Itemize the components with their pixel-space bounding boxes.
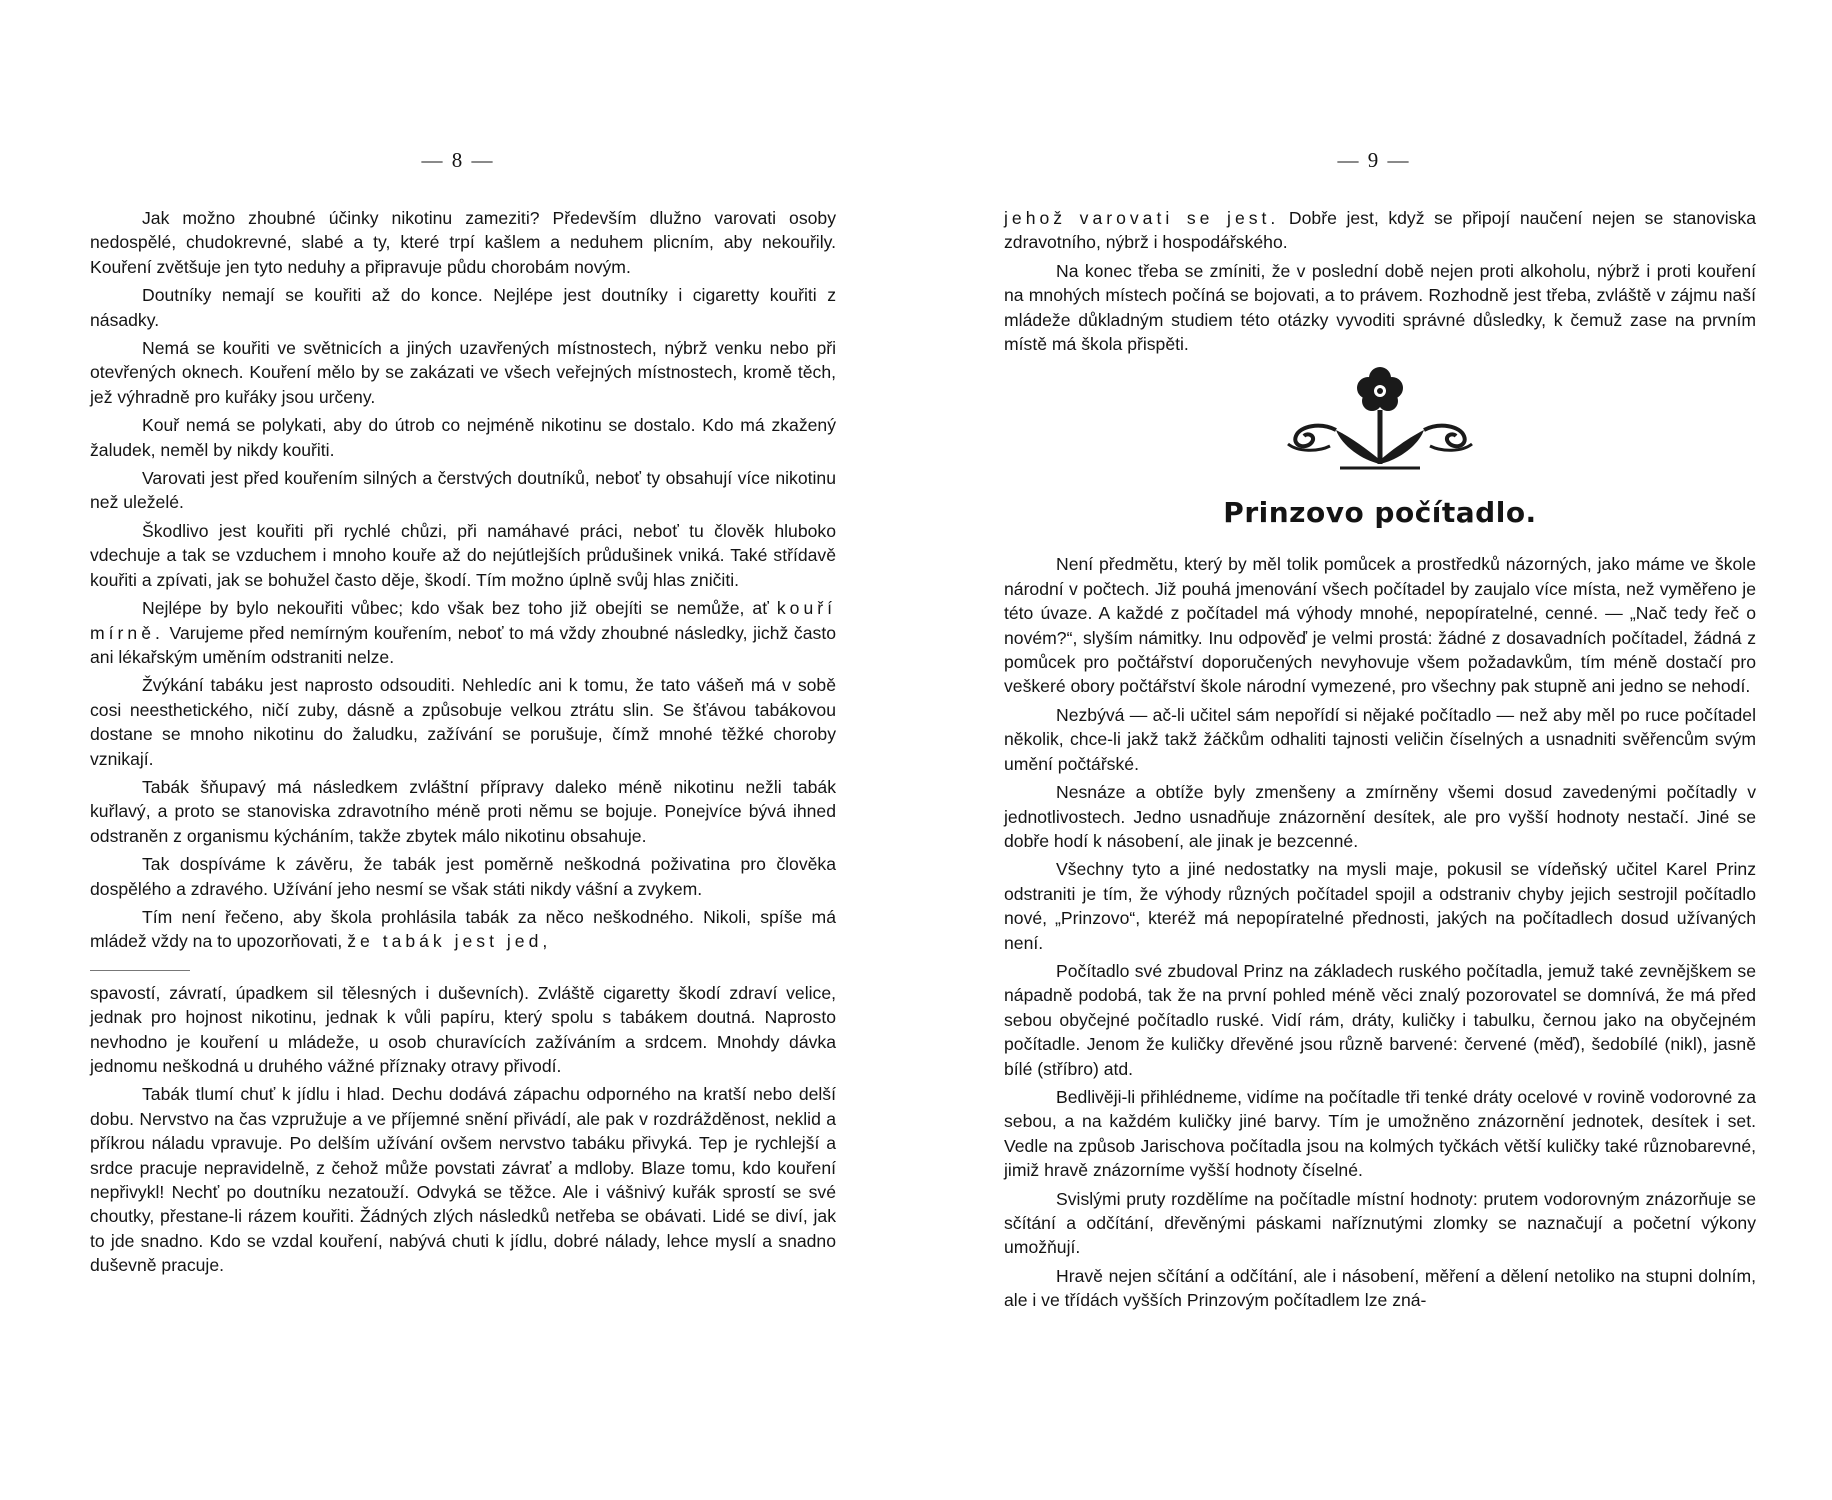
- paragraph: Počítadlo své zbudoval Prinz na základech ruského počítadla, jemuž také zevnějškem se nápadně podobá, tak že na první pohled méně věci znalý pozorovatel se domnívá, že má před sebou obyčejné počítadlo ruské. Vidí rám, dráty, kuličky i tabulku, černou jako na obyčejném počítadle. Jenom že kuličky dřevěné jsou různě barvené: červené (měď), šedobílé (nikl), jasně bílé (stříbro) atd.: [1004, 960, 1756, 1079]
- paragraph-nejlepe: [90, 596, 836, 669]
- paragraph: Jak možno zhoubné účinky nikotinu zameziti? Především dlužno varovati osoby nedospělé, chudokrevné, slabé a ty, které trpí kašlem a neduhem plicním, aby nekouřily. Kouření zvětšuje jen tyto neduhy a připravuje půdu chorobám novým.: [90, 208, 836, 277]
- paragraph-text: Dobře jest, když se připojí naučení nejen se stanoviska zdravotního, nýbrž i hospodářského.: [1004, 208, 1756, 253]
- paragraph: Nemá se kouřiti ve světnicích a jiných uzavřených místnostech, nýbrž venku nebo při otevřených oknech. Kouření mělo by se zakázati ve všech veřejných místnostech, kromě těch, jež výhradně pro kuřáky jsou určeny.: [90, 338, 836, 407]
- spaced-emphasis: že tabák jest jed,: [347, 931, 552, 952]
- paragraph-text: Nejlépe by bylo nekouřiti vůbec; kdo však bez toho již obejíti se nemůže, ať: [142, 598, 777, 619]
- spaced-emphasis: jehož varovati se jest.: [1004, 208, 1280, 228]
- page-number-left: — 8 —: [421, 148, 495, 172]
- right-text-column: [1004, 206, 1756, 1317]
- right-page: [916, 0, 1832, 1500]
- footnote-paragraph: Tabák tlumí chuť k jídlu i hlad. Dechu dodává zápachu odporného na kratší nebo delší dobu. Nervstvo na čas vzpružuje a ve příjemné snění přivádí, ale pak v rozdrážděnost, neklid a příkrou náladu vpravuje. Po delším užívání ovšem nervstvo tabáku přivyká. Tep je rychlejší a srdce pracuje nepravidelně, z čehož může povstati závrať a mdloby. Blaze tomu, kdo kouření nepřivykl! Nechť po doutníku nezatouží. Odvyká se těžce. Ale i vášnivý kuřák sprostí se své choutky, přestane-li rázem kouřiti. Žádných zlých následků netřeba se obávati. Lidé se diví, jak to jde snadno. Kdo se vzdal kouření, nabývá chuti k jídlu, dobré nálady, lehce myslí a snadno duševně pracuje.: [90, 1084, 836, 1276]
- paragraph: Kouř nemá se polykati, aby do útrob co nejméně nikotinu se dostalo. Kdo má zkažený žaludek, neměl by nikdy kouřiti.: [90, 415, 836, 460]
- left-text-column: [90, 206, 836, 1282]
- paragraph: Všechny tyto a jiné nedostatky na mysli maje, pokusil se vídeňský učitel Karel Prinz odstraniti je tím, že výhody různých počítadel spojil a odstraniv chyby jejich sestrojil počítadlo nové, „Prinzovo“, kteréž má nepopíratelné přednosti, jakých na počítadlech dosud užívaných není.: [1004, 859, 1756, 953]
- paragraph: Doutníky nemají se kouřiti až do konce. Nejlépe jest doutníky i cigaretty kouřiti z násadky.: [90, 285, 836, 330]
- paragraph: Svislými pruty rozdělíme na počítadle místní hodnoty: prutem vodorovným znázorňuje se sčítání a odčítání, dřevěnými páskami naříznutými zlomky se naznačují a početní výkony umožňují.: [1004, 1188, 1756, 1258]
- paragraph: Nezbývá — ač-li učitel sám nepořídí si nějaké počítadlo — než aby měl po ruce počítadel několik, chce-li jakž takž žáčkům odhaliti tajnosti veličin číselných a usnadniti svěřencům svým umění počtářské.: [1004, 704, 1756, 774]
- paragraph-text: Tím není řečeno, aby škola prohlásila tabák za něco neškodného. Nikoli, spíše má mládež vždy na to upozorňovati,: [90, 906, 836, 952]
- spaced-emphasis: kouří mírně.: [90, 598, 836, 643]
- section-title: Prinzovo počítadlo.: [1223, 496, 1537, 530]
- footnote-paragraph: spavostí, závratí, úpadkem sil tělesných i duševních). Zvláště cigaretty škodí zdraví velice, jednak pro hojnost nikotinu, jednak k vůli papíru, který spolu s tabákem doutná. Naprosto nevhodno je kouření u mládeže, u osob churavících zažíváním a srdcem. Mnohdy dávka jednomu neškodná u druhého vážné příznaky otravy přivodí.: [90, 982, 836, 1076]
- paragraph-last: [90, 905, 836, 954]
- page-number-right: — 9 —: [1337, 148, 1411, 172]
- paragraph: Nesnáze a obtíže byly zmenšeny a zmírněny všemi dosud zavedenými počítadly v jednotlivostech. Jedno usnadňuje znázornění desítek, ale pro vyšší hodnoty nestačí. Jiné se dobře hodí k násobení, ale jinak je bezcenné.: [1004, 782, 1756, 851]
- footnote-divider: [90, 970, 190, 971]
- paragraph: Varovati jest před kouřením silných a čerstvých doutníků, neboť ty obsahují více nikotinu než uleželé.: [90, 468, 836, 513]
- paragraph: Na konec třeba se zmíniti, že v poslední době nejen proti alkoholu, nýbrž i proti kouření na mnohých místech počíná se bojovati, a to právem. Rozhodně jest třeba, zvláště v zájmu naší mládeže důkladným studiem této otázky vyvoditi správné důsledky, k čemuž zase na prvním místě má škola přispěti.: [1004, 260, 1756, 355]
- floral-ornament: [1004, 364, 1756, 482]
- paragraph: Bedlivěji-li přihlédneme, vidíme na počítadle tři tenké dráty ocelové v rovině vodorovné za sebou, a na každém kuličky jiné barvy. Tím je umožněno znázornění jednotek, desítek i set. Vedle na způsob Jarischova počítadla jsou na kolmých tyčkách větší kuličky také různobarevné, jimiž hravě znázorníme vyšší hodnoty číselné.: [1004, 1086, 1756, 1181]
- paragraph: Žvýkání tabáku jest naprosto odsouditi. Nehledíc ani k tomu, že tato vášeň má v sobě cosi neesthetického, ničí zuby, dásně a způsobuje velkou ztrátu slin. Se šťávou tabákovou dostane se mnoho nikotinu do žaludku, zažívání se porušuje, čímž mnohé těžké choroby vznikají.: [90, 675, 836, 769]
- paragraph: Není předmětu, který by měl tolik pomůcek a prostředků názorných, jako máme ve škole národní v počtech. Již pouhá jmenování všech počítadel by zaujalo více místa, než vyměřeno je této úvaze. A každé z počítadel má výhody mnohé, nepopíratelné, cenné. — „Nač tedy řeč o novém?“, slyším námitky. Inu odpověď je velmi prostá: žádné z dosavadních počítadel, žádná z pomůcek pro počtářství doporučených nevyhovuje všem požadavkům, tím méně dostačí pro veškeré obory počtářství škole národní vymezené, pro všechny pak stupně ani jedno se nehodí.: [1004, 554, 1756, 697]
- continuation-paragraph: [1004, 206, 1756, 255]
- paragraph-text: Varujeme před nemírným kouřením, neboť to má vždy zhoubné následky, jichž často ani lékařským uměním odstraniti nelze.: [90, 622, 836, 667]
- paragraph: Tabák šňupavý má následkem zvláštní přípravy daleko méně nikotinu nežli tabák kuřlavý, a proto se stanoviska zdravotního méně proti němu se bojuje. Ponejvíce bývá ihned odstraněn z organismu kýcháním, takže zbytek málo nikotinu obsahuje.: [90, 776, 836, 846]
- paragraph: Tak dospíváme k závěru, že tabák jest poměrně neškodná poživatina pro člověka dospělého a zdravého. Užívání jeho nesmí se však státi nikdy vášní a zvykem.: [90, 854, 836, 899]
- paragraph: Hravě nejen sčítání a odčítání, ale i násobení, měření a dělení netoliko na stupni dolním, ale i ve třídách vyšších Prinzovým počítadlem lze zná-: [1004, 1265, 1756, 1311]
- paragraph: Škodlivo jest kouřiti při rychlé chůzi, při namáhavé práci, neboť tu člověk hluboko vdechuje a tak se vzduchem i mnoho kouře až do nejútlejších průdušinek vniká. Také střídavě kouřiti a zpívati, jak se bohužel často děje, škodí. Tím možno úplně svůj hlas zničiti.: [90, 520, 836, 590]
- flower-ornament-icon: [1280, 364, 1480, 476]
